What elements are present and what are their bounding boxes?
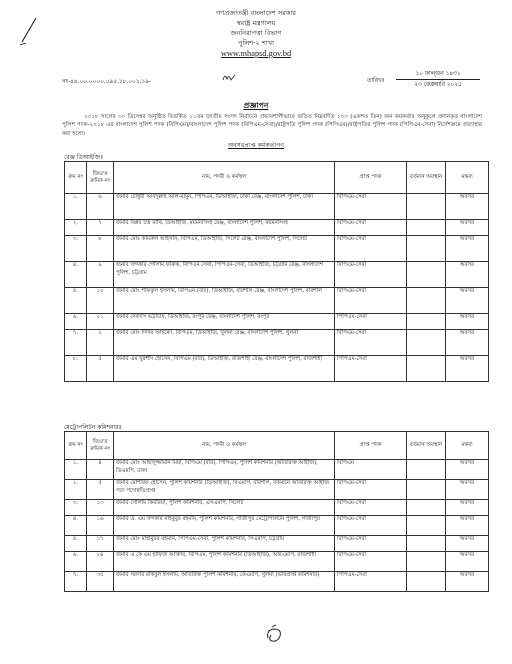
header-branch: পুলিশ-২ শাখা (238, 39, 274, 47)
cell-name: জনাব মোঃ দিদার আহমেদ, বিপিএম, ডিআইজি, খুলনা রেঞ্জ, বাংলাদেশ পুলিশ, খুলনা (114, 330, 335, 356)
cell-name: জনাব মোঃ কামরুল আহসান, বিপিএম, ডিআইজি, সিলেট রেঞ্জ, বাংলাদেশ পুলিশ, সিলেট (114, 236, 335, 262)
memo-handwritten-mark (222, 72, 236, 82)
cell-position (407, 262, 446, 288)
col-position: বর্তমান অবস্থান (407, 162, 446, 194)
cell-medal: বিপিএম-সেবা (335, 220, 407, 236)
col-ref-serial: জিও'র ক্রমিক নং (87, 432, 114, 460)
table-row (65, 314, 489, 330)
cell-position (407, 516, 446, 536)
cell-serial: ১. (65, 460, 87, 480)
cell-name: জনাব মোশারফ হোসেন, পুলিশ কমিশনার (ডিআইজি), বিএমপি, বরিশাল, বর্তমানে অতিরিক্ত আইজি পদে পদোন্নতিপ্রাপ্ত (114, 480, 335, 500)
cell-name: জনাব ড. এম খন্দকার মাহবুবুর রহমান, পুলিশ কমিশনার, গাজীপুর মেট্রোপলিটন পুলিশ, গাজীপুর (114, 516, 335, 536)
cell-medal: পিপিএম-সেবা (335, 572, 407, 592)
table-row (65, 194, 489, 220)
cell-name: জনাব মোঃ মাহাবুবর রহমান, পিপিএম-সেবা, পুলিশ কমিশনার, সিএমপি, চট্টগ্রাম (114, 536, 335, 552)
cell-position (407, 480, 446, 500)
table-row (65, 330, 489, 356)
cell-medal: বিপিএম-সেবা (335, 500, 407, 516)
col-name: নাম, পদবী ও কর্মস্থল (114, 162, 335, 194)
cell-remarks: অবসর (446, 460, 489, 480)
section-subtitle: অবসরপ্রাপ্ত কর্মকর্তাগণ (227, 142, 285, 149)
cell-serial: ৬. (65, 552, 87, 572)
cell-name: জনাব চৌধুরী আবদুল্লাহ আল-মামুন, পিপিএম, ডিআইজি, ঢাকা রেঞ্জ, বাংলাদেশ পুলিশ, ঢাকা (114, 194, 335, 220)
cell-ref-serial: ৬ (87, 194, 114, 220)
reference-row (62, 69, 482, 97)
col-remarks: মন্তব্য (446, 162, 489, 194)
cell-medal: পিপিএম-সেবা (335, 314, 407, 330)
cell-name: জনাব মোঃ আছাদুজ্জামান মিয়া, বিপিএম (বার), পিপিএম, পুলিশ কমিশনার (অতিরিক্ত আইজি), ডিএমপি, ঢাকা (114, 460, 335, 480)
col-ref-serial: জিও'র ক্রমিক নং (87, 162, 114, 194)
cell-position (407, 330, 446, 356)
header-website-link[interactable]: www.mhapsd.gov.bd (220, 49, 292, 58)
cell-ref-serial: ৫ (87, 480, 114, 500)
cell-position (407, 572, 446, 592)
table-row (65, 460, 489, 480)
cell-ref-serial: ৪ (87, 460, 114, 480)
cell-ref-serial: ১৭ (87, 536, 114, 552)
metro-commissioner-rows (65, 460, 489, 592)
col-serial: ক্রম নং (65, 162, 87, 194)
table-row (65, 500, 489, 516)
cell-remarks: অবসর (446, 236, 489, 262)
cell-name: জনাব খন্দকার গোলাম ফারুক, বিপিএম সেবা, পিপিএম-সেবা, ডিআইজি, চট্টগ্রাম রেঞ্জ, বাংলাদেশ পুলিশ, চট্টগ্রাম (114, 262, 335, 288)
cell-remarks: অবসর (446, 552, 489, 572)
cell-serial: ২. (65, 220, 87, 236)
table-row (65, 572, 489, 592)
cell-remarks: অবসর (446, 194, 489, 220)
cell-position (407, 536, 446, 552)
col-serial: ক্রম নং (65, 432, 87, 460)
intro-text: ২০১৮ সালের ৩০ ডিসেম্বর অনুষ্ঠিত বিতর্কিত ১১তম জাতীয় সংসদ নির্বাচনে প্রভাবশালীভাবে জড়িত নিম্নবর্ণিত ১০৩ (একশত তিন) জন কর্মকর্তার অনুকূলে প্রদানকৃত বাংলাদেশ পুলিশ পদক-২০১৮ এর বাংলাদেশ পুলিশ পদক (বিপিএম)/বাংলাদেশ পুলিশ পদক (বিপিএম-সেবা)/রাষ্ট্রপতি পুলিশ পদক (পিপিএম)/রাষ্ট্রপতির পুলিশ পদক (পিপিএম-সেবা) নির্দেশক্রমে প্রত্যাহার করা হলো। (62, 114, 482, 137)
cell-position (407, 220, 446, 236)
cell-medal: বিপিএম-সেবা (335, 330, 407, 356)
cell-medal: পিপিএম-সেবা (335, 356, 407, 382)
intro-paragraph (62, 113, 482, 138)
cell-ref-serial: ২ (87, 330, 114, 356)
table-row (65, 552, 489, 572)
cell-position (407, 460, 446, 480)
signature-initials (262, 624, 286, 646)
cell-serial: ৫. (65, 288, 87, 314)
cell-serial: ৪. (65, 262, 87, 288)
cell-remarks: অবসর (446, 500, 489, 516)
cell-medal: বিপিএম-সেবা (335, 236, 407, 262)
cell-position (407, 236, 446, 262)
cell-ref-serial: ১৬ (87, 516, 114, 536)
cell-remarks: অবসর (446, 220, 489, 236)
cell-remarks: অবসর (446, 262, 489, 288)
cell-serial: ৩. (65, 500, 87, 516)
cell-serial: ৭. (65, 572, 87, 592)
cell-medal: বিপিএম-সেবা (335, 480, 407, 500)
cell-position (407, 500, 446, 516)
cell-ref-serial: ১৩ (87, 500, 114, 516)
cell-ref-serial: ৮ (87, 236, 114, 262)
cell-remarks: অবসর (446, 314, 489, 330)
cell-remarks: অবসর (446, 536, 489, 552)
header-govt: গণপ্রজাতন্ত্রী বাংলাদেশ সরকার (215, 9, 297, 17)
table-row (65, 236, 489, 262)
table-row (65, 480, 489, 500)
table-row (65, 536, 489, 552)
cell-name: জনাব গোলাম কিবরিয়া, পুলিশ কমিশনার, এসএমপি, সিলেট (114, 500, 335, 516)
cell-serial: ৭. (65, 330, 87, 356)
date-box (396, 69, 480, 91)
cell-medal: বিপিএম-সেবা (335, 536, 407, 552)
cell-medal: বিপিএম-সেবা (335, 552, 407, 572)
cell-medal: বিপিএম (335, 460, 407, 480)
cell-name: জনাব বিপ্লব চন্দ্র মাথি, ডিআইজি, ময়মনসিংহ রেঞ্জ, বাংলাদেশ পুলিশ, ময়মনসিংহ (114, 220, 335, 236)
cell-serial: ৮. (65, 356, 87, 382)
cell-ref-serial: ৩৫ (87, 572, 114, 592)
cell-serial: ৪. (65, 516, 87, 536)
col-position: বর্তমান অবস্থান (407, 432, 446, 460)
range-dig-rows (65, 194, 489, 382)
table-row (65, 288, 489, 314)
cell-name: জনাব এম খুরশীদ হোসেন, বিপিএম (বার), ডিআইজি, রাজশাহী রেঞ্জ, বাংলাদেশ পুলিশ, রাজশাহী (114, 356, 335, 382)
section-label-metro: মেট্রোপলিটন কমিশনারঃ (64, 424, 122, 431)
cell-medal: বিপিএম-সেবা (335, 516, 407, 536)
cell-serial: ৬. (65, 314, 87, 330)
cell-ref-serial: ১০ (87, 288, 114, 314)
cell-remarks: অবসর (446, 480, 489, 500)
cell-medal: বিপিএম-সেবা (335, 194, 407, 220)
memo-number: নং-৪৪.০০.০০০০.০৯৫.১৮.০০১.১৯- (62, 79, 151, 85)
cell-name: জনাব দেবদাস ভট্টাচার্য, ডিআইজি, রংপুর রেঞ্জ, বাংলাদেশ পুলিশ, রংপুর (114, 314, 335, 330)
cell-remarks: অবসর (446, 288, 489, 314)
cell-position (407, 194, 446, 220)
date-label: তারিখঃ (367, 78, 385, 84)
table-row (65, 356, 489, 382)
cell-serial: ৩. (65, 236, 87, 262)
cell-position (407, 288, 446, 314)
header-ministry: স্বরাষ্ট্র মন্ত্রণালয় (236, 19, 276, 27)
cell-serial: ১. (65, 194, 87, 220)
cell-medal: বিপিএম-সেবা (335, 262, 407, 288)
cell-position (407, 552, 446, 572)
cell-name: জনাব মোঃ শফিকুল ইসলাম, বিপিএম (বার), ডিআইজি, বরিশাল রেঞ্জ, বাংলাদেশ পুলিশ, বরিশাল (114, 288, 335, 314)
cell-serial: ৫. (65, 536, 87, 552)
header-division: জননিরাপত্তা বিভাগ (230, 29, 282, 37)
cell-remarks: অবসর (446, 516, 489, 536)
metro-commissioner-table (64, 431, 489, 592)
document-title: প্রজ্ঞাপন (243, 101, 269, 110)
cell-position (407, 314, 446, 330)
col-name: নাম, পদবী ও কর্মস্থল (114, 432, 335, 460)
cell-remarks: অবসর (446, 572, 489, 592)
cell-name: জনাব সরদার রকিবুল ইসলাম, অতিরিক্ত পুলিশ কমিশনার, কেএমপি, খুলনা (ভারপ্রাপ্ত কমিশনার) (114, 572, 335, 592)
table-row (65, 262, 489, 288)
cell-name: জনাব এ কে এম হাফিজ আক্তার, বিপিএম, পুলিশ কমিশনার (ডিআইজি), আরএমপি, রাজশাহী (114, 552, 335, 572)
cell-remarks: অবসর (446, 330, 489, 356)
cell-ref-serial: ২৪ (87, 552, 114, 572)
date-english: ২৩ ফেব্রুয়ারি ২০২৫ (414, 82, 462, 88)
cell-position (407, 356, 446, 382)
range-dig-table (64, 161, 489, 382)
cell-medal: বিপিএম-সেবা (335, 288, 407, 314)
col-medal: প্রাপ্ত পদক (335, 432, 407, 460)
cell-remarks: অবসর (446, 356, 489, 382)
cell-ref-serial: ৯ (87, 262, 114, 288)
col-remarks: মন্তব্য (446, 432, 489, 460)
table-row (65, 220, 489, 236)
table-row (65, 516, 489, 536)
cell-serial: ২. (65, 480, 87, 500)
cell-ref-serial: ৫ (87, 356, 114, 382)
cell-ref-serial: ২১ (87, 314, 114, 330)
document-header (0, 8, 512, 59)
cell-ref-serial: ৭ (87, 220, 114, 236)
section-label-range-dig: রেঞ্জ ডিআইজিঃ (64, 154, 104, 161)
col-medal: প্রাপ্ত পদক (335, 162, 407, 194)
date-bangla: ১০ ফাল্গুন ১৪৩১ (396, 69, 480, 80)
